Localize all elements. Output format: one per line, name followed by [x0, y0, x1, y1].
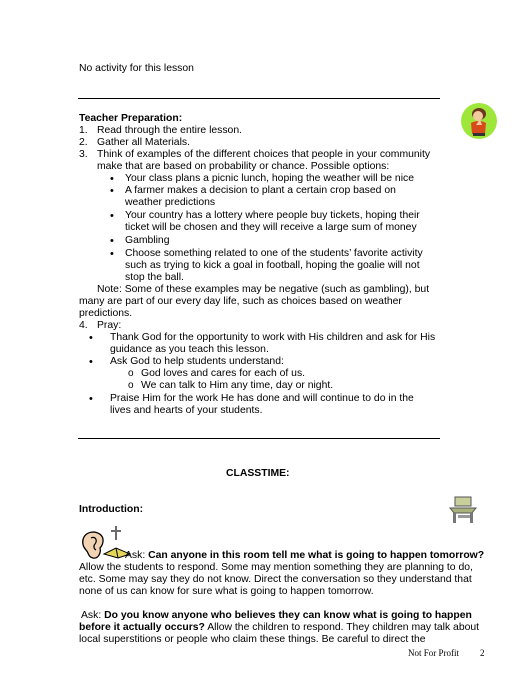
option-text: ticket will be chosen and they will receive a large sum of money: [125, 222, 417, 233]
option-text: Gambling: [125, 235, 170, 246]
option-text: Choose something related to one of the students’ favorite activity: [125, 248, 423, 259]
footer-text: Not For Profit: [408, 648, 460, 658]
bullet: •: [89, 356, 93, 368]
step-number: 3.: [79, 149, 88, 160]
step-text: Think of examples of the different choices that people in your community: [97, 149, 431, 160]
option-text: stop the ball.: [125, 272, 184, 283]
ask-question: [125, 550, 484, 562]
top-note: No activity for this lesson: [79, 63, 194, 74]
prayer-text: guidance as you teach this lesson.: [110, 344, 269, 355]
option-text: weather predictions: [125, 197, 216, 208]
prayer-text: Thank God for the opportunity to work with His children and ask for His: [110, 332, 436, 343]
body-text: Allow the children to respond. They children may talk about: [204, 622, 480, 633]
bullet: •: [110, 210, 114, 222]
prep-heading: Teacher Preparation:: [79, 113, 183, 124]
option-text: Your class plans a picnic lunch, hoping the weather will be nice: [125, 173, 414, 184]
option-text: Your country has a lottery where people buy tickets, hoping their: [125, 210, 420, 221]
ask-label: Ask:: [81, 610, 105, 621]
praying-child-icon: [459, 101, 499, 141]
option-text: A farmer makes a decision to plant a certain crop based on: [125, 185, 396, 196]
divider-top: [78, 98, 440, 99]
ask-question: [79, 622, 479, 634]
divider-bottom: [78, 438, 440, 439]
bullet: •: [110, 185, 114, 197]
bullet: •: [110, 248, 114, 260]
step-number: 2.: [79, 137, 88, 148]
note-text: many are part of our every day life, such as choices based on weather: [79, 296, 402, 307]
body-text: local superstitions or people who claim these things. Be careful to direct the: [79, 634, 426, 645]
note-text: predictions.: [79, 308, 133, 319]
understand-text: We can talk to Him any time, day or night.: [141, 380, 334, 391]
intro-heading: Introduction:: [79, 504, 144, 515]
question-text: before it actually occurs?: [79, 622, 205, 633]
ask-label: Ask:: [125, 550, 149, 561]
understand-text: God loves and cares for each of us.: [141, 368, 306, 379]
prayer-text: lives and hearts of your students.: [110, 405, 263, 416]
body-text: etc. Some may say they do not know. Direct the conversation so they understand that: [79, 574, 472, 585]
ask-question: [81, 610, 472, 622]
bullet: •: [89, 393, 93, 405]
school-desk-icon: [445, 495, 481, 525]
question-text: Do you know anyone who believes they can know what is going to happen: [104, 610, 472, 621]
prayer-text: Ask God to help students understand:: [110, 356, 284, 367]
bullet: •: [110, 235, 114, 247]
step-text: Gather all Materials.: [97, 137, 190, 148]
note-text: Note: Some of these examples may be negative (such as gambling), but: [97, 284, 430, 295]
body-text: Allow the students to respond. Some may mention something they are planning to do,: [79, 562, 473, 573]
option-text: such as trying to kick a goal in football, hoping the goalie will not: [125, 260, 420, 271]
step-text: Pray:: [97, 320, 122, 331]
step-text: make that are based on probability or chance. Possible options:: [97, 161, 390, 172]
classtime-heading: CLASSTIME:: [226, 468, 290, 479]
step-number: 1.: [79, 125, 88, 136]
bullet: •: [89, 332, 93, 344]
bullet: •: [110, 173, 114, 185]
step-number: 4.: [79, 320, 88, 331]
step-text: Read through the entire lesson.: [97, 125, 242, 136]
circle-bullet: o: [128, 368, 134, 379]
body-text: none of us can know for sure what is going to happen tomorrow.: [79, 586, 374, 597]
question-text: Can anyone in this room tell me what is going to happen tomorrow?: [148, 550, 485, 561]
prayer-text: Praise Him for the work He has done and will continue to do in the: [110, 393, 414, 404]
page-number: 2: [480, 648, 485, 658]
circle-bullet: o: [128, 380, 134, 391]
